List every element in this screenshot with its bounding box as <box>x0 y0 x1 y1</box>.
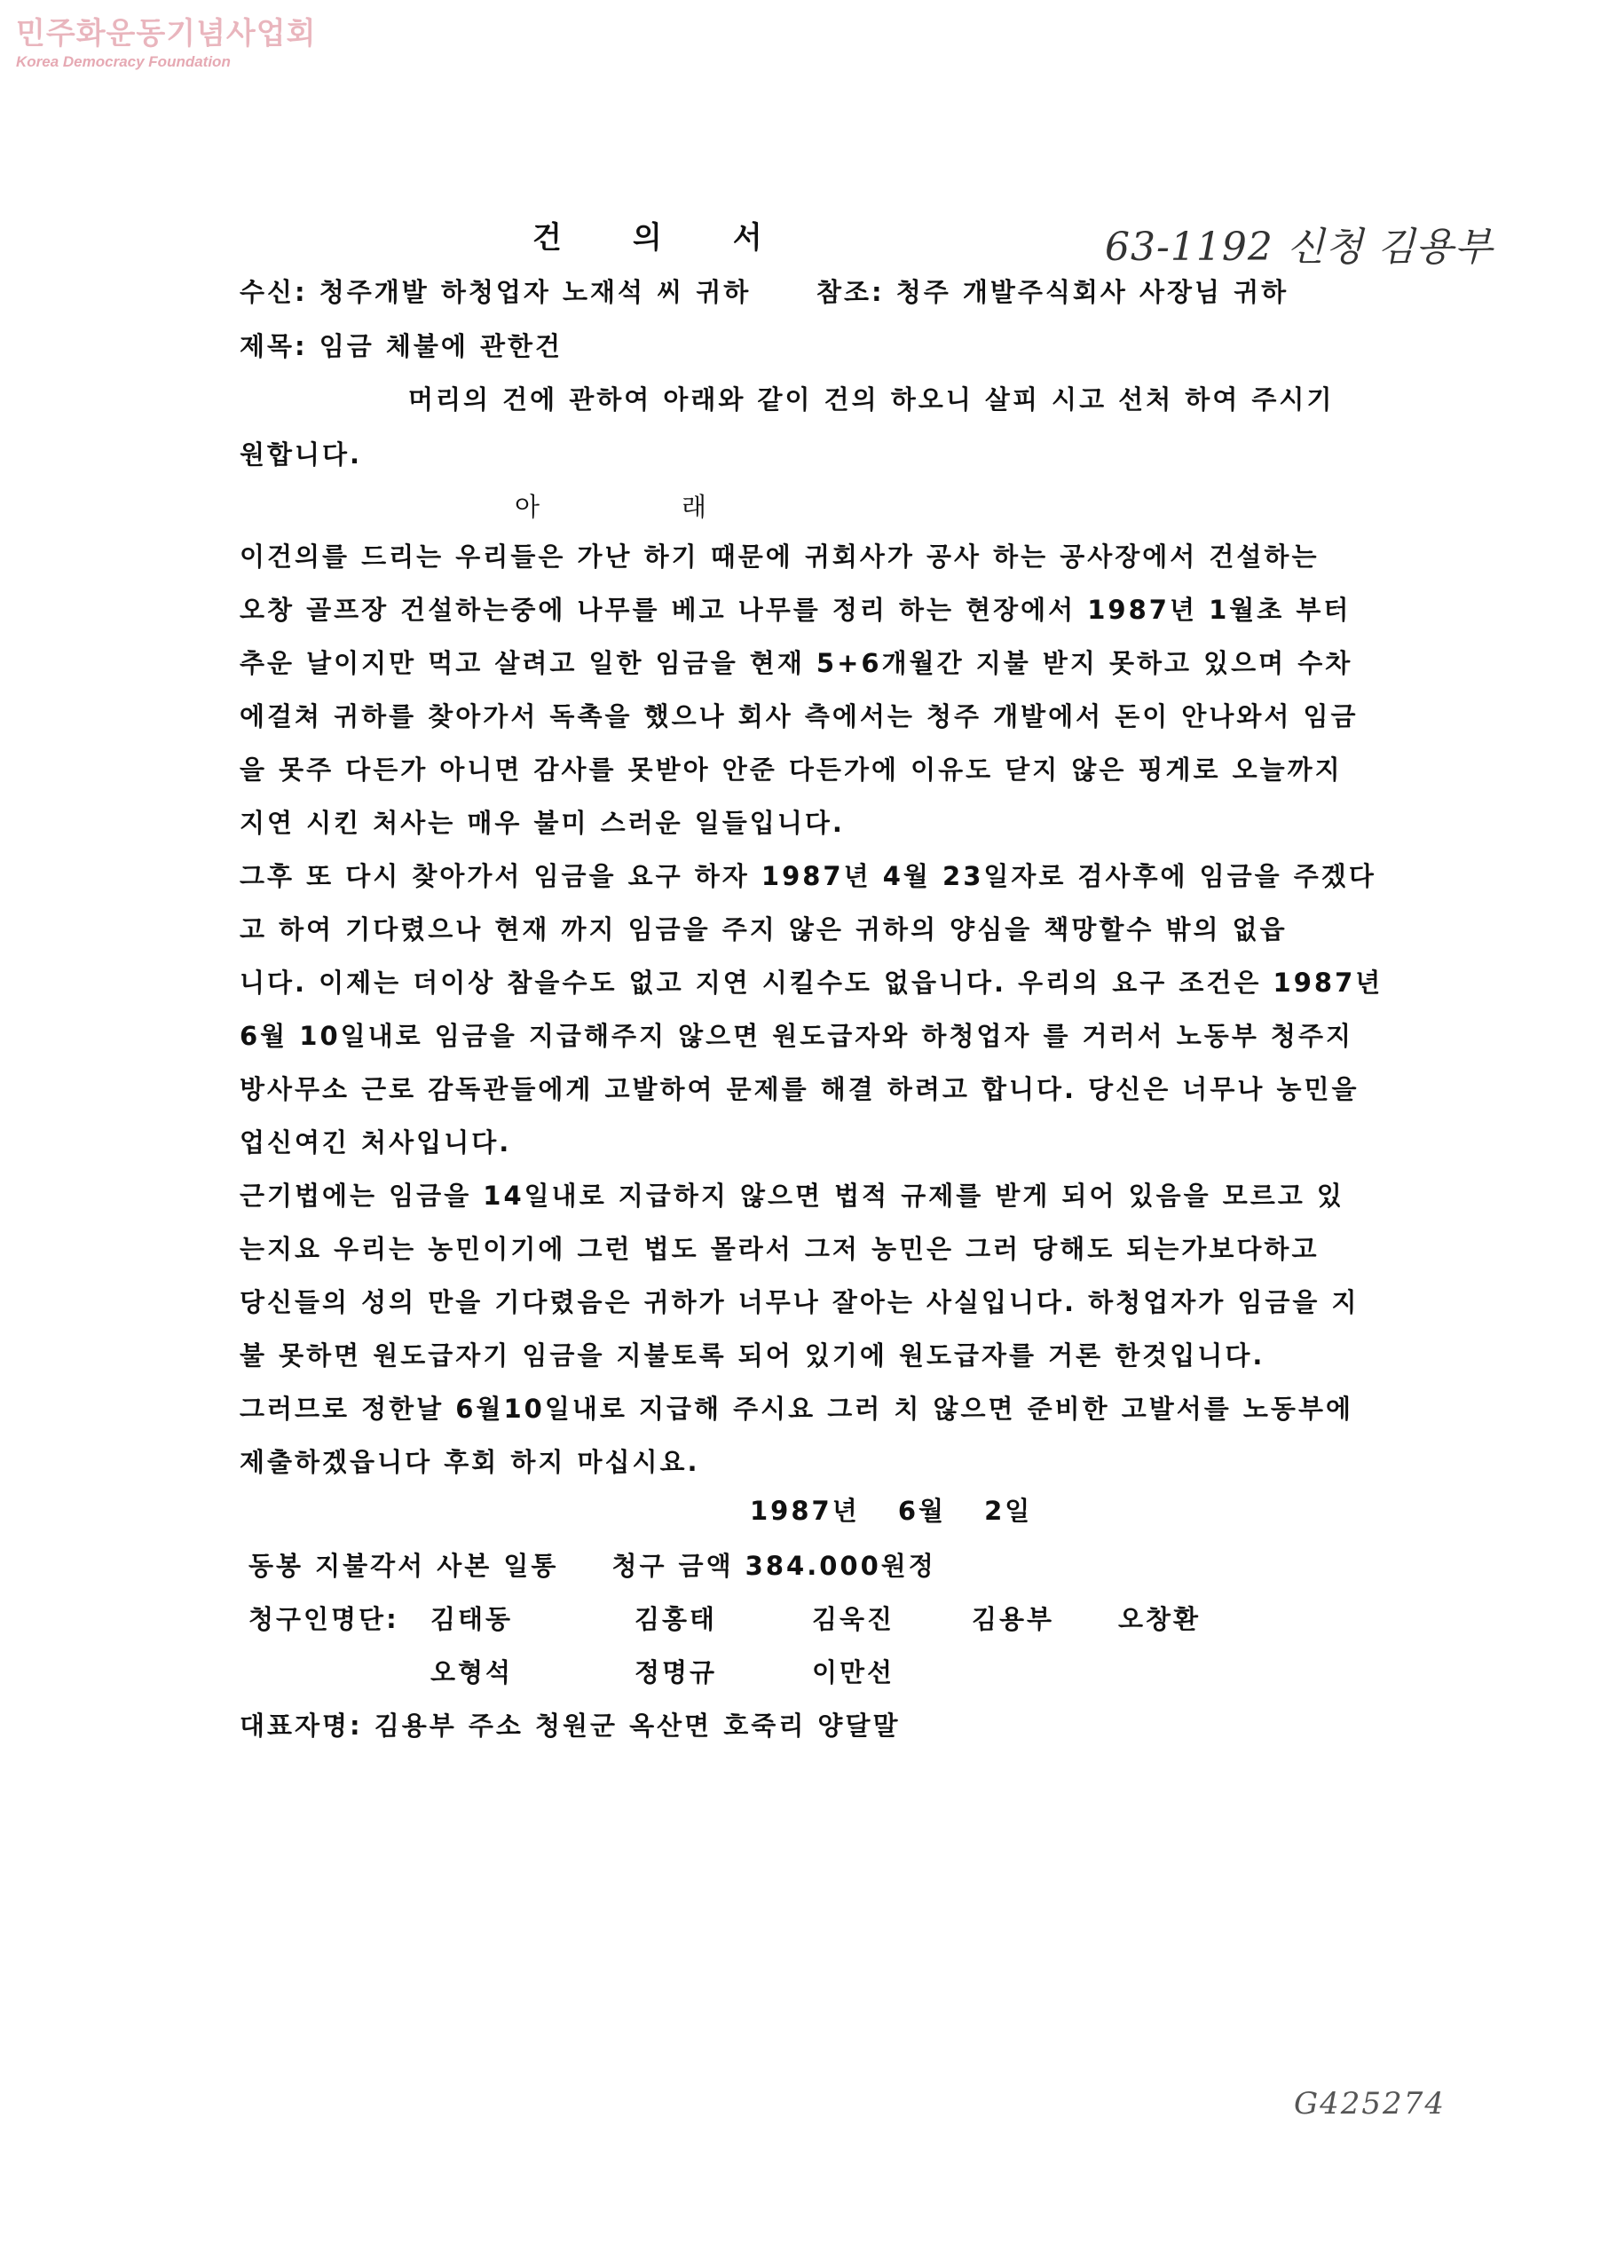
representative-line: 대표자명: 김용부 주소 청원군 옥산면 호죽리 양달말 <box>240 1711 901 1741</box>
document-title: 건의서 <box>532 220 833 256</box>
intro-line-1: 머리의 건에 관하여 아래와 같이 건의 하오니 살피 시고 선처 하여 주시기 <box>408 384 1335 415</box>
claimant-name: 이만선 <box>812 1657 895 1687</box>
below-heading: 아래 <box>515 492 849 522</box>
claimant-name: 김홍태 <box>635 1604 718 1634</box>
body-line: 니다. 이제는 더이상 참을수도 없고 지연 시킬수도 없읍니다. 우리의 요구 조건은 1987년 <box>240 968 1384 998</box>
body-line: 불 못하면 원도급자기 임금을 지불토록 되어 있기에 원도급자를 거론 한것입니다. <box>240 1340 1265 1371</box>
intro-line-2: 원합니다. <box>240 439 363 470</box>
body-line: 업신여긴 처사입니다. <box>240 1127 512 1158</box>
body-line: 그러므로 정한날 6월10일내로 지급해 주시요 그러 치 않으면 준비한 고발서를 노동부에 <box>240 1394 1353 1424</box>
handwritten-note-top: 63-1192 신청 김용부 <box>1105 225 1494 270</box>
watermark-korean: 민주화운동기념사업회 <box>16 16 317 51</box>
body-line: 제출하겠읍니다 후회 하지 마십시요. <box>240 1447 700 1477</box>
body-line: 근기법에는 임금을 14일내로 지급하지 않으면 법적 규제를 받게 되어 있음을 모르고 있 <box>240 1181 1344 1211</box>
body-line: 6월 10일내로 임금을 지급해주지 않으면 원도급자와 하청업자 를 거러서 노동부 청주지 <box>240 1021 1353 1051</box>
foundation-watermark <box>16 16 316 71</box>
claimants-label: 청구인명단: <box>248 1604 399 1634</box>
watermark-english: Korea Democracy Foundation <box>16 53 231 70</box>
body-line: 지연 시킨 처사는 매우 불미 스러운 일들입니다. <box>240 808 845 838</box>
claimant-name: 오창환 <box>1118 1604 1202 1634</box>
body-line: 고 하여 기다렸으나 현재 까지 임금을 주지 않은 귀하의 양심을 책망할수 밖의 없읍 <box>240 914 1288 944</box>
claimant-name: 정명규 <box>635 1657 718 1687</box>
reference-line: 참조: 청주 개발주식회사 사장님 귀하 <box>816 277 1289 307</box>
body-line: 을 못주 다든가 아니면 감사를 못받아 안준 다든가에 이유도 닫지 않은 핑게로 오늘까지 <box>240 755 1343 785</box>
body-line: 는지요 우리는 농민이기에 그런 법도 몰라서 그저 농민은 그러 당해도 되는가보다하고 <box>240 1234 1320 1264</box>
claim-amount: 청구 금액 384.000원정 <box>611 1551 936 1581</box>
claimant-name: 김용부 <box>972 1604 1055 1634</box>
body-line: 그후 또 다시 찾아가서 임금을 요구 하자 1987년 4월 23일자로 검사후에 임금을 주겠다 <box>240 861 1376 891</box>
claimant-name: 김욱진 <box>812 1604 895 1634</box>
body-line: 당신들의 성의 만을 기다렸음은 귀하가 너무나 잘아는 사실입니다. 하청업자가 임금을 지 <box>240 1287 1360 1317</box>
attachment-and-amount <box>248 1546 936 1583</box>
body-line: 방사무소 근로 감독관들에게 고발하여 문제를 해결 하려고 합니다. 당신은 너무나 농민을 <box>240 1074 1360 1104</box>
document-date: 1987년 6월 2일 <box>750 1496 1033 1526</box>
attachment-note: 동봉 지불각서 사본 일통 <box>248 1551 559 1581</box>
handwritten-note-bottom: G425274 <box>1294 2086 1446 2122</box>
subject-line: 제목: 임금 체불에 관한건 <box>240 331 564 361</box>
body-line: 오창 골프장 건설하는중에 나무를 베고 나무를 정리 하는 현장에서 1987년 1월초 부터 <box>240 595 1352 625</box>
body-line: 에걸쳐 귀하를 찾아가서 독촉을 했으나 회사 측에서는 청주 개발에서 돈이 안나와서 임금 <box>240 701 1359 731</box>
body-line: 이건의를 드리는 우리들은 가난 하기 때문에 귀회사가 공사 하는 공사장에서 건설하는 <box>240 541 1320 572</box>
claimant-name: 김태동 <box>430 1604 514 1634</box>
body-line: 추운 날이지만 먹고 살려고 일한 임금을 현재 5+6개월간 지불 받지 못하고 있으며 수차 <box>240 648 1353 678</box>
claimant-name: 오형석 <box>430 1657 514 1687</box>
recipient-line: 수신: 청주개발 하청업자 노재석 씨 귀하 <box>240 277 752 307</box>
